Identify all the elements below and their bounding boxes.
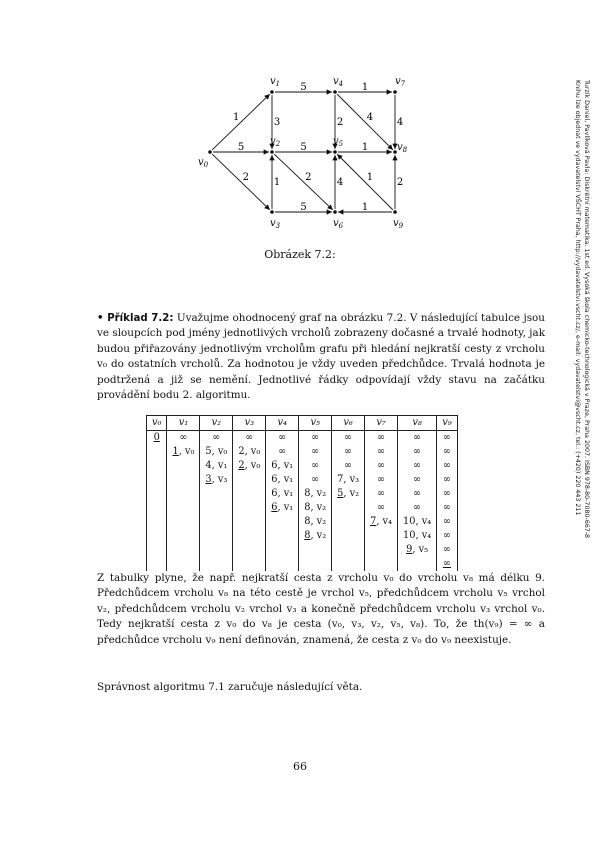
- dijkstra-table: [146, 415, 458, 571]
- table-cell: [365, 529, 398, 543]
- table-cell: ∞: [437, 501, 457, 515]
- table-cell: [365, 543, 398, 557]
- table-cell: ∞: [398, 487, 437, 501]
- example-paragraph: [97, 311, 545, 403]
- table-cell: ∞: [200, 431, 233, 446]
- permanent-value: 8: [304, 530, 311, 541]
- table-cell: ∞: [233, 431, 266, 446]
- table-header-cell: v₂: [200, 416, 233, 431]
- table-cell: [332, 543, 365, 557]
- table-cell: [167, 501, 200, 515]
- table-cell: [332, 501, 365, 515]
- table-cell: ∞: [437, 529, 457, 543]
- table-header-cell: v₁: [167, 416, 200, 431]
- table-cell: [147, 445, 167, 459]
- table-cell: ∞: [365, 459, 398, 473]
- table-row: [147, 501, 458, 515]
- table-cell: [437, 557, 457, 571]
- table-cell: ∞: [365, 487, 398, 501]
- example-label: • Příklad 7.2:: [97, 313, 174, 324]
- table-cell: ∞: [266, 431, 299, 446]
- table-body: [147, 431, 458, 572]
- table-cell: ∞: [437, 473, 457, 487]
- graph-edge-v0-v3: [212, 154, 270, 210]
- table-cell: [299, 543, 332, 557]
- node-label-v9: $v_9$: [393, 218, 404, 230]
- table-cell: [233, 557, 266, 571]
- table-header-row: [147, 416, 458, 431]
- node-label-v8: $v_8$: [397, 142, 408, 154]
- table-cell: [147, 557, 167, 571]
- table-cell: ∞: [437, 543, 457, 557]
- table-header-cell: v₆: [332, 416, 365, 431]
- table-cell: [200, 501, 233, 515]
- graph-node-v4: [333, 90, 337, 94]
- sidebar-line-2: Knihu lze objednat ve vydavatelství VŠCHT Praha, http://vydavatelstvi.vscht.cz/, e-mail: vydavatelstvi@vscht.cz, tel.: (+420) 220 443 211: [574, 80, 582, 516]
- table-cell: 6, v₁: [266, 501, 299, 515]
- table-cell: [266, 529, 299, 543]
- graph-node-v7: [393, 90, 397, 94]
- table-cell: [147, 543, 167, 557]
- node-label-v0: $v_0$: [198, 157, 209, 169]
- table-cell: ∞: [398, 431, 437, 446]
- table-cell: [266, 543, 299, 557]
- table-cell: [233, 473, 266, 487]
- table-cell: [233, 515, 266, 529]
- table-header-cell: v₉: [437, 416, 457, 431]
- sidebar-line-1: Turzík Daniel, Pavlíková Pavla: Diskrétní matematika. 1st ed. Vysoká škola chemicko-technologická v Praze, Praha 2007. ISBN 978-80-7080-667-8: [583, 80, 590, 539]
- table-cell: ∞: [365, 431, 398, 446]
- table-header-cell: v₈: [398, 416, 437, 431]
- table-cell: 6, v₁: [266, 473, 299, 487]
- table-cell: ∞: [437, 515, 457, 529]
- copyright-sidebar: [568, 80, 592, 580]
- edge-weight-v9-v5: 1: [366, 172, 374, 184]
- table-cell: [299, 557, 332, 571]
- graph-node-v3: [270, 210, 274, 214]
- table-cell: ∞: [299, 473, 332, 487]
- table-cell: 5, v₂: [332, 487, 365, 501]
- permanent-value: 0: [153, 432, 160, 443]
- page-number: 66: [293, 760, 307, 773]
- edge-weight-v5-v8: 1: [361, 142, 369, 153]
- edge-weight-v0-v3: 2: [242, 171, 250, 183]
- table-cell: ∞: [332, 459, 365, 473]
- table-cell: 8, v₂: [299, 529, 332, 543]
- table-cell: 2, v₀: [233, 459, 266, 473]
- table-cell: [167, 557, 200, 571]
- table-cell: [200, 557, 233, 571]
- table-row: [147, 445, 458, 459]
- table-cell: 3, v₃: [200, 473, 233, 487]
- table-cell: [266, 557, 299, 571]
- edge-weight-v1-v4: 5: [300, 82, 307, 93]
- permanent-value: 3: [205, 474, 212, 485]
- table-row: [147, 557, 458, 571]
- table-row: [147, 515, 458, 529]
- table-cell: [147, 459, 167, 473]
- graph-node-v1: [270, 90, 274, 94]
- table-cell: ∞: [365, 473, 398, 487]
- table-cell: 6, v₁: [266, 487, 299, 501]
- table-cell: 8, v₂: [299, 515, 332, 529]
- conclusion-paragraph: Z tabulky plyne, že např. nejkratší cesta z vrcholu v₀ do vrcholu v₈ má délku 9. Předchůdcem vrcholu v₈ na této cestě je vrchol v₅, předchůdcem vrcholu v₅ vrchol v₂, předchůdcem vrcholu v₂ vrchol v₃ a konečně předchůdcem vrcholu v₃ vrchol v₀. Tedy nejkratší cesta z v₀ do v₈ je cesta (v₀, v₃, v₂, v₅, v₈). To, že th(v₉) = ∞ a předchůdce vrcholu v₉ není definován, znamená, že cesta z v₀ do v₉ neexistuje.: [97, 572, 545, 646]
- permanent-value: 7: [370, 516, 377, 527]
- permanent-value: 2: [238, 460, 245, 471]
- table-row: [147, 543, 458, 557]
- table-cell: [200, 487, 233, 501]
- node-label-v2: $v_2$: [270, 136, 281, 148]
- table-cell: [200, 543, 233, 557]
- table-row: [147, 473, 458, 487]
- table-cell: [332, 529, 365, 543]
- table-cell: 2, v₀: [233, 445, 266, 459]
- edge-weight-v4-v5: 2: [336, 117, 344, 128]
- table-cell: ∞: [299, 459, 332, 473]
- table-cell: [167, 459, 200, 473]
- table-cell: ∞: [299, 445, 332, 459]
- table-cell: 7, v₃: [332, 473, 365, 487]
- permanent-value: 9: [406, 544, 413, 555]
- table-cell: ∞: [365, 445, 398, 459]
- table-header-cell: v₅: [299, 416, 332, 431]
- node-label-v7: $v_7$: [395, 76, 406, 88]
- graph-node-v9: [393, 210, 397, 214]
- table-cell: [233, 543, 266, 557]
- theorem-intro: Správnost algoritmu 7.1 zaručuje následující věta.: [97, 681, 363, 693]
- table-cell: [398, 557, 437, 571]
- table-cell: ∞: [398, 459, 437, 473]
- edge-weight-v4-v7: 1: [361, 82, 369, 93]
- table-cell: 4, v₁: [200, 459, 233, 473]
- table-cell: 1, v₀: [167, 445, 200, 459]
- node-label-v5: $v_5$: [333, 136, 344, 148]
- table-cell: [147, 487, 167, 501]
- table-cell: ∞: [365, 501, 398, 515]
- table-cell: [365, 557, 398, 571]
- table-row: [147, 459, 458, 473]
- edge-weight-v3-v6: 5: [300, 202, 307, 213]
- edge-weight-v0-v1: 1: [232, 111, 240, 123]
- table-cell: [167, 487, 200, 501]
- graph-node-v5: [333, 150, 337, 154]
- edge-weight-v7-v8: 4: [396, 117, 404, 128]
- table-header-cell: v₀: [147, 416, 167, 431]
- table-header-cell: v₇: [365, 416, 398, 431]
- table-cell: ∞: [398, 501, 437, 515]
- graph-node-v0: [208, 150, 212, 154]
- edge-weight-v3-v2: 1: [273, 177, 281, 188]
- graph-node-v6: [333, 210, 337, 214]
- table-cell: ∞: [398, 445, 437, 459]
- node-label-v4: $v_4$: [333, 76, 344, 88]
- table-cell: 9, v₅: [398, 543, 437, 557]
- table-header-cell: v₄: [266, 416, 299, 431]
- graph-node-v2: [270, 150, 274, 154]
- edge-weight-v4-v8: 4: [366, 112, 374, 124]
- permanent-value: ∞: [442, 558, 452, 569]
- table-cell: ∞: [332, 445, 365, 459]
- example-text: Uvažujme ohodnocený graf na obrázku 7.2. V následující tabulce jsou ve sloupcích pod jmény jednotlivých vrcholů zobrazeny dočasné a trvalé hodnoty, jak budou přiřazovány jednotlivým vrcholům grafu při hledání nejkratší cesty z vrcholu v₀ do ostatních vrcholů. Za hodnotou je vždy uveden předchůdce. Trvalá hodnota je podtržená a již se nemění. Jednotlivé řádky odpovídají vždy stavu na začátku provádění bodu 2. algoritmu.: [97, 312, 545, 402]
- edge-weight-v9-v8: 2: [396, 177, 404, 188]
- table-cell: 7, v₄: [365, 515, 398, 529]
- table-cell: [233, 529, 266, 543]
- table-cell: ∞: [266, 445, 299, 459]
- table-row: [147, 529, 458, 543]
- table-cell: 6, v₁: [266, 459, 299, 473]
- table-cell: [147, 501, 167, 515]
- table-header-cell: v₃: [233, 416, 266, 431]
- graph-figure: [190, 70, 420, 240]
- table-cell: [332, 515, 365, 529]
- edge-weight-v9-v6: 1: [361, 202, 369, 213]
- edge-weight-v0-v2: 5: [237, 142, 245, 153]
- table-cell: [147, 431, 167, 446]
- table-cell: [167, 515, 200, 529]
- table-cell: 10, v₄: [398, 515, 437, 529]
- edge-weight-v6-v5: 4: [336, 177, 344, 188]
- table-cell: ∞: [437, 459, 457, 473]
- table-cell: [167, 529, 200, 543]
- node-label-v3: $v_3$: [270, 218, 281, 230]
- table-cell: [233, 501, 266, 515]
- table-row: [147, 487, 458, 501]
- table-cell: [266, 515, 299, 529]
- table-cell: ∞: [437, 487, 457, 501]
- table-cell: [167, 543, 200, 557]
- table-cell: ∞: [167, 431, 200, 446]
- table-cell: [147, 515, 167, 529]
- table-cell: 10, v₄: [398, 529, 437, 543]
- table-cell: [200, 529, 233, 543]
- permanent-value: 6: [271, 502, 278, 513]
- table-cell: ∞: [299, 431, 332, 446]
- table-cell: ∞: [398, 473, 437, 487]
- node-label-v6: $v_6$: [333, 218, 344, 230]
- table-cell: ∞: [332, 431, 365, 446]
- table-cell: 8, v₂: [299, 501, 332, 515]
- table-cell: ∞: [437, 445, 457, 459]
- edge-weight-v2-v5: 5: [300, 142, 307, 153]
- table-cell: ∞: [437, 431, 457, 446]
- table-cell: [233, 487, 266, 501]
- table-cell: [200, 515, 233, 529]
- permanent-value: 5: [337, 488, 344, 499]
- table-row: [147, 431, 458, 446]
- table-cell: [147, 529, 167, 543]
- table-cell: 5, v₀: [200, 445, 233, 459]
- table-cell: [147, 473, 167, 487]
- edge-weight-v1-v2: 3: [273, 117, 281, 128]
- figure-caption: Obrázek 7.2:: [264, 248, 336, 261]
- table-cell: [332, 557, 365, 571]
- permanent-value: 1: [172, 446, 179, 457]
- edge-weight-v2-v6: 2: [305, 171, 312, 183]
- table-cell: [167, 473, 200, 487]
- node-label-v1: $v_1$: [270, 76, 281, 88]
- table-cell: 8, v₂: [299, 487, 332, 501]
